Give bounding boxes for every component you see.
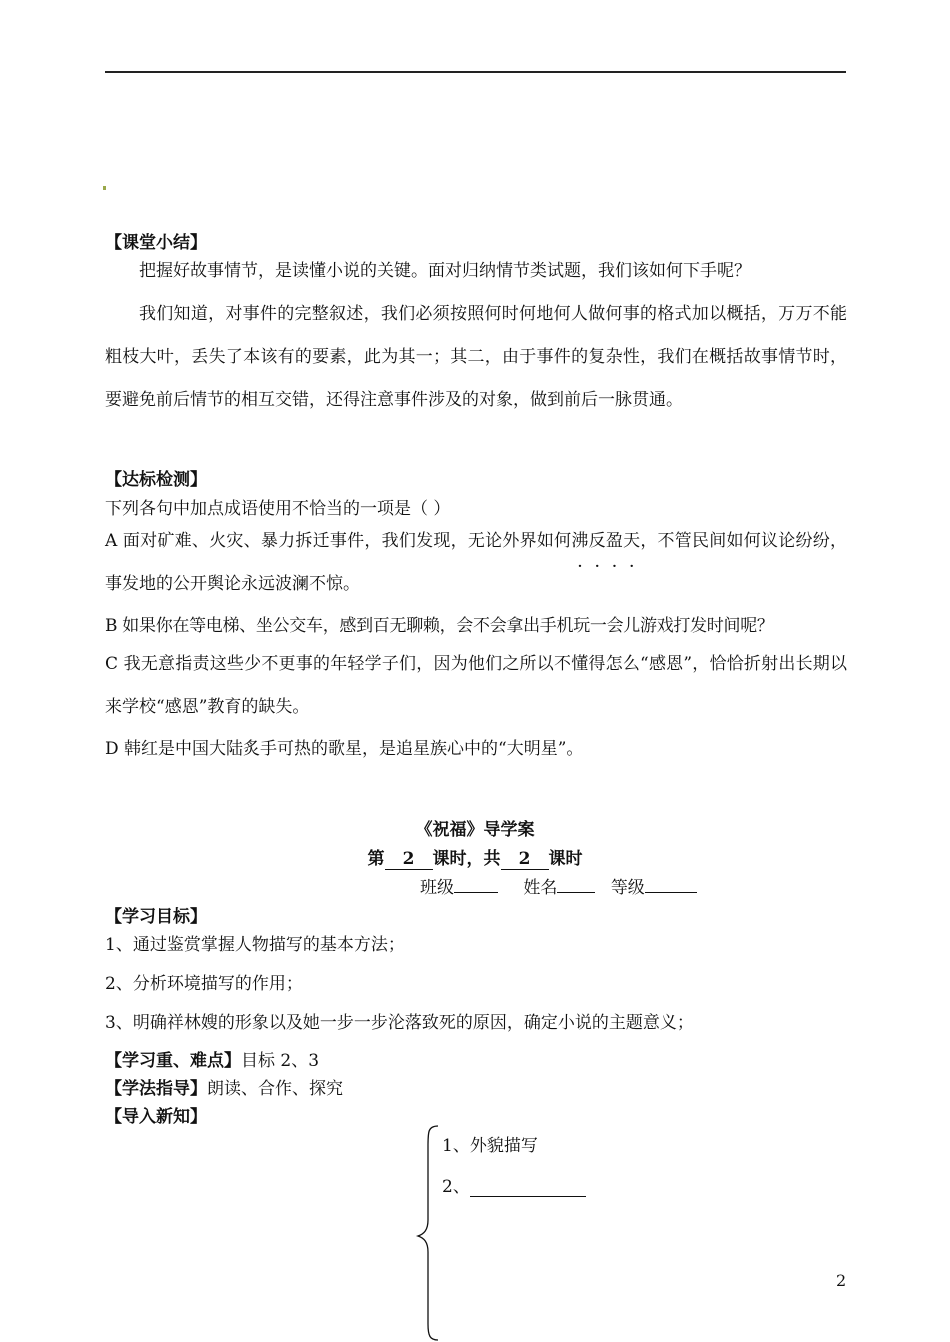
decorative-mark xyxy=(103,186,106,190)
session-suffix: 课时 xyxy=(548,849,583,869)
session-current: 2 xyxy=(385,849,433,870)
option-c: C 我无意指责这些少不更事的年轻学子们，因为他们之所以不懂得怎么“感恩”，恰恰折射出长期以来学校“感恩”教育的缺失。 xyxy=(105,654,847,717)
method-line xyxy=(105,1074,343,1099)
method-text: 朗读、合作、探究 xyxy=(207,1079,343,1099)
session-line xyxy=(0,844,950,870)
name-blank[interactable] xyxy=(557,892,595,893)
summary-heading: 【课堂小结】 xyxy=(105,233,207,253)
dotted-char: 反 xyxy=(588,531,606,551)
brace-item: 1、外貌描写 xyxy=(442,1136,538,1156)
answer-blank[interactable] xyxy=(470,1178,586,1197)
dotted-char: 盈 xyxy=(605,531,624,551)
dotted-char: 天 xyxy=(623,531,641,551)
brace-item-2 xyxy=(442,1172,586,1197)
check-heading: 【达标检测】 xyxy=(105,470,207,490)
grade-label: 等级 xyxy=(610,878,645,898)
guide-title: 《祝福》导学案 xyxy=(415,820,535,840)
class-label: 班级 xyxy=(420,878,454,898)
dotted-char: 沸 xyxy=(571,531,589,551)
student-info-line xyxy=(420,873,697,898)
option-a-pre: A 面对矿难、火灾、暴力拆迁事件，我们发现，无论外界如何 xyxy=(105,531,572,551)
goal-item: 1、通过鉴赏掌握人物描写的基本方法； xyxy=(105,935,405,955)
goal-item: 2、分析环境描写的作用； xyxy=(105,974,303,994)
class-blank[interactable] xyxy=(454,892,498,893)
brace xyxy=(412,1124,442,1342)
name-label: 姓名 xyxy=(523,878,558,898)
goal-item: 3、明确祥林嫂的形象以及她一步一步沦落致死的原因，确定小说的主题意义； xyxy=(105,1013,694,1033)
option-a-post: ，不管民间如何议论纷纷，事发地的公开舆论永远波澜不惊。 xyxy=(105,531,848,594)
check-question: 下列各句中加点成语使用不恰当的一项是（ ） xyxy=(105,499,451,519)
brace-item-label: 2、 xyxy=(442,1177,470,1197)
summary-paragraph-1: 把握好故事情节，是读懂小说的关键。面对归纳情节类试题，我们该如何下手呢？ xyxy=(139,261,751,281)
key-text: 目标 2、3 xyxy=(241,1051,320,1071)
session-total: 2 xyxy=(501,849,549,870)
method-heading: 【学法指导】 xyxy=(105,1079,207,1099)
session-mid: 课时，共 xyxy=(432,849,501,869)
summary-paragraph-2: 我们知道，对事件的完整叙述，我们必须按照何时何地何人做何事的格式加以概括，万万不能粗枝大叶，丢失了本该有的要素，此为其一；其二，由于事件的复杂性，我们在概括故事情节时，要避免前后情节的相互交错，还得注意事件涉及的对象，做到前后一脉贯通。 xyxy=(105,304,847,410)
key-heading: 【学习重、难点】 xyxy=(105,1051,241,1071)
page-number: 2 xyxy=(836,1271,847,1290)
key-points-line xyxy=(105,1046,319,1071)
intro-heading: 【导入新知】 xyxy=(105,1107,207,1127)
grade-blank[interactable] xyxy=(645,892,697,893)
option-b: B 如果你在等电梯、坐公交车，感到百无聊赖，会不会拿出手机玩一会儿游戏打发时间呢？ xyxy=(105,616,774,636)
session-prefix: 第 xyxy=(367,849,385,869)
header-rule xyxy=(105,71,846,73)
option-d: D 韩红是中国大陆炙手可热的歌星，是追星族心中的“大明星”。 xyxy=(105,739,584,759)
option-a xyxy=(105,520,847,606)
goals-heading: 【学习目标】 xyxy=(105,907,207,927)
